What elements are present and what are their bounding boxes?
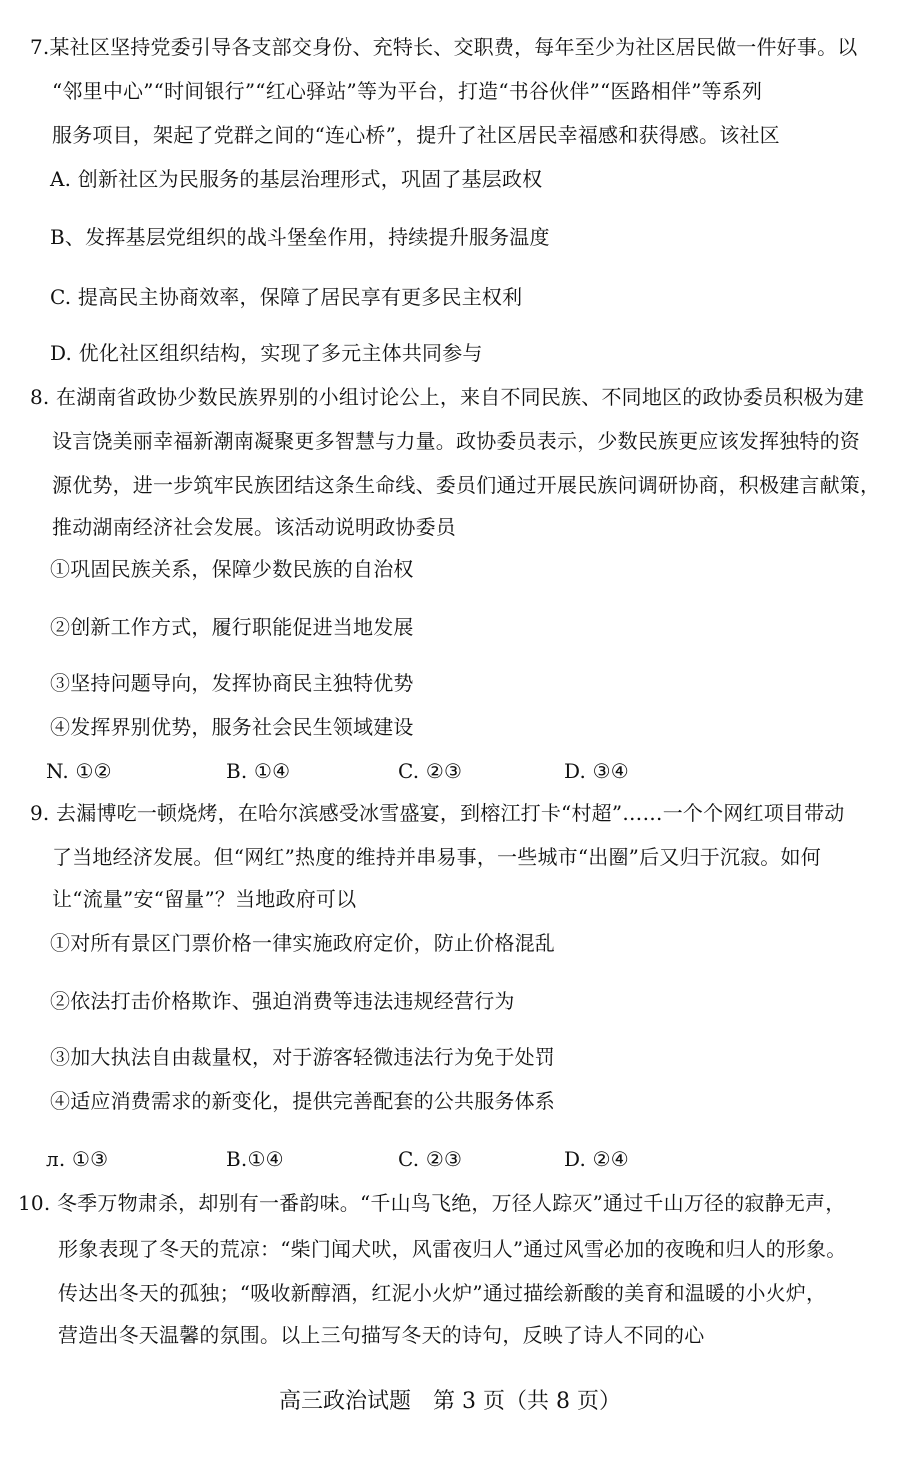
q8-stem-line-2: 设言饶美丽幸福新潮南凝聚更多智慧与力量。政协委员表示，少数民族更应该发挥独特的资 [52, 429, 860, 453]
q8-choice-c: C. ②③ [398, 759, 463, 783]
q8-choice-d: D. ③④ [564, 759, 629, 783]
q9-statement-4: ④适应消费需求的新变化，提供完善配套的公共服务体系 [50, 1089, 555, 1113]
q7-option-c: C. 提高民主协商效率，保障了居民享有更多民主权利 [50, 285, 523, 309]
q10-stem-line-1: 10. 冬季万物肃杀，却别有一番韵味。“千山鸟飞绝，万径人踪灭”通过千山万径的寂静无声， [18, 1191, 846, 1215]
q8-statement-2: ②创新工作方式，履行职能促进当地发展 [50, 615, 414, 639]
q7-option-b: B、发挥基层党组织的战斗堡垒作用，持续提升服务温度 [50, 225, 550, 249]
q7-stem-line-1: 7.某社区坚持党委引导各支部交身份、充特长、交职费，每年至少为社区居民做一件好事。以 [30, 35, 858, 59]
q9-stem-line-2: 了当地经济发展。但“网红”热度的维持并串易事，一些城市“出圈”后又归于沉寂。如何 [52, 845, 821, 869]
q8-statement-3: ③坚持问题导向，发挥协商民主独特优势 [50, 671, 414, 695]
q8-choice-b: B. ①④ [226, 759, 291, 783]
q8-stem-line-3: 源优势，进一步筑牢民族团结这条生命线、委员们通过开展民族问调研协商，积极建言献策， [52, 473, 881, 497]
q7-option-d: D. 优化社区组织结构，实现了多元主体共同参与 [50, 341, 483, 365]
q10-stem-line-2: 形象表现了冬天的荒凉：“柴门闻犬吠，风雷夜归人”通过风雪必加的夜晚和归人的形象。 [58, 1237, 847, 1261]
q9-statement-2: ②依法打击价格欺诈、强迫消费等违法违规经营行为 [50, 989, 515, 1013]
q9-statement-3: ③加大执法自由裁量权，对于游客轻微违法行为免于处罚 [50, 1045, 555, 1069]
q9-statement-1: ①对所有景区门票价格一律实施政府定价，防止价格混乱 [50, 931, 555, 955]
q8-statement-1: ①巩固民族关系，保障少数民族的自治权 [50, 557, 414, 581]
q9-choice-a: л. ①③ [46, 1147, 109, 1171]
q7-stem-line-2: “邻里中心”“时间银行”“红心驿站”等为平台，打造“书谷伙伴”“医路相伴”等系列 [52, 79, 763, 103]
q8-stem-line-4: 推动湖南经济社会发展。该活动说明政协委员 [52, 515, 456, 539]
q7-stem-line-3: 服务项目，架起了党群之间的“连心桥”，提升了社区居民幸福感和获得感。该社区 [52, 123, 780, 147]
q8-stem-line-1: 8. 在湖南省政协少数民族界别的小组讨论公上，来自不同民族、不同地区的政协委员积极为建 [30, 385, 865, 409]
q9-choice-c: C. ②③ [398, 1147, 463, 1171]
q7-option-a: A. 创新社区为民服务的基层治理形式，巩固了基层政权 [50, 167, 543, 191]
q8-choice-a: N. ①② [46, 759, 112, 783]
q9-stem-line-3: 让“流量”安“留量”？当地政府可以 [52, 887, 357, 911]
q9-choice-d: D. ②④ [564, 1147, 629, 1171]
q9-choice-b: B.①④ [226, 1147, 284, 1171]
q10-stem-line-4: 营造出冬天温馨的氛围。以上三句描写冬天的诗句，反映了诗人不同的心 [58, 1323, 705, 1347]
q8-statement-4: ④发挥界别优势，服务社会民生领域建设 [50, 715, 414, 739]
page-footer: 高三政治试题 第 3 页（共 8 页） [279, 1389, 621, 1414]
q9-stem-line-1: 9. 去漏博吃一顿烧烤，在哈尔滨感受冰雪盛宴，到榕江打卡“村超”……一个个网红项目带动 [30, 801, 845, 825]
q10-stem-line-3: 传达出冬天的孤独；“吸收新醇酒，红泥小火炉”通过描绘新酸的美育和温暖的小火炉， [58, 1281, 827, 1305]
